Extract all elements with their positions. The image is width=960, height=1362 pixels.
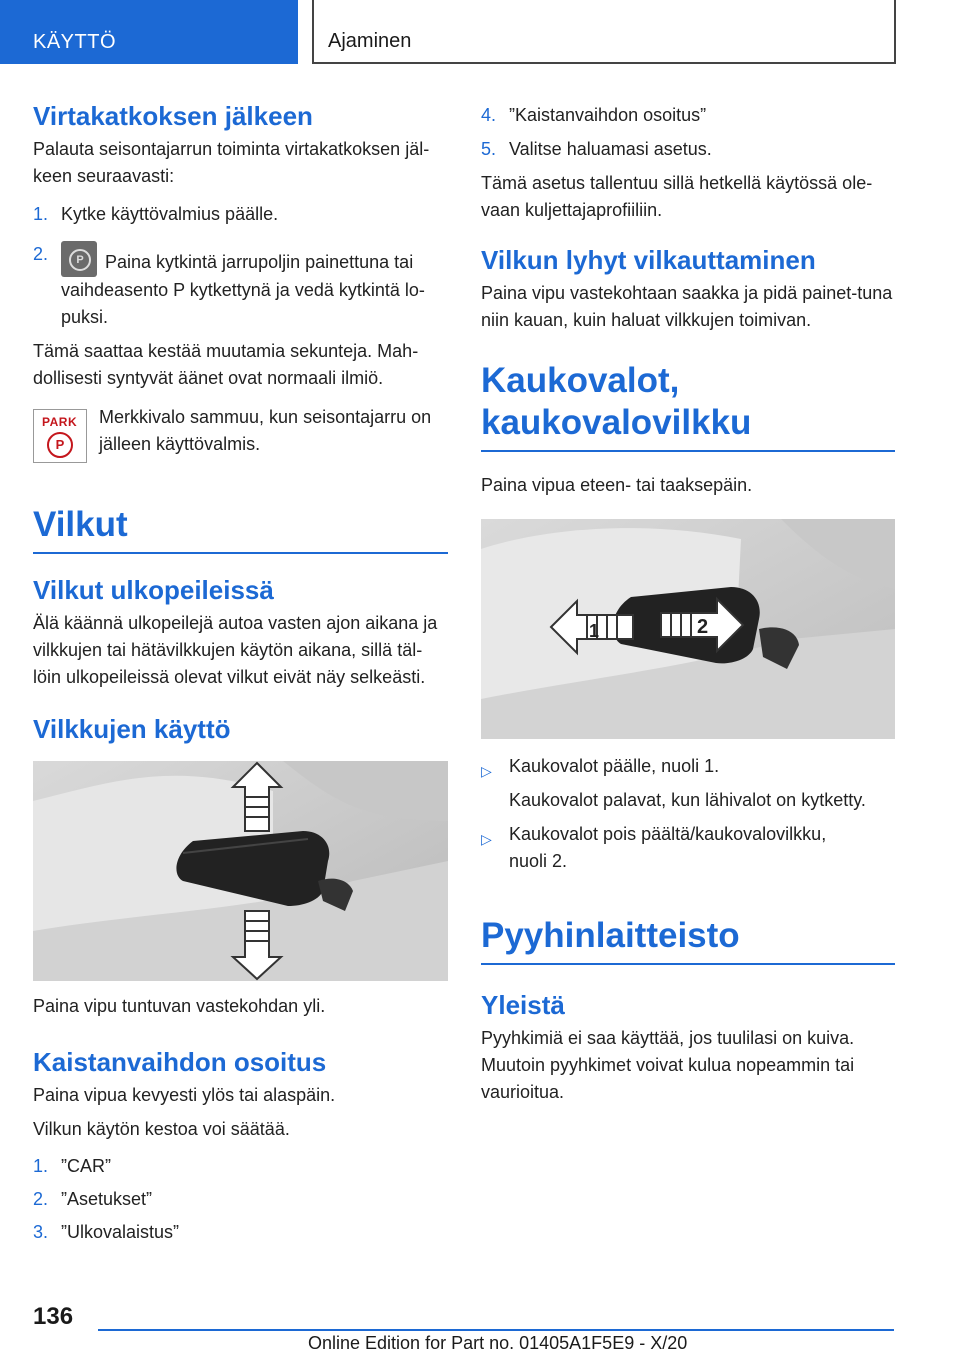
high-beam-lever-illustration (481, 519, 895, 739)
step-number: 1. (33, 1156, 49, 1176)
arrow-2-label: 2 (697, 616, 709, 638)
list-item (481, 102, 895, 129)
list-item (33, 1186, 448, 1213)
step-text: ”CAR” (61, 1156, 111, 1176)
heading-indicator-use: Vilkkujen käyttö (33, 714, 231, 744)
bullet-text: Kaukovalot pois päältä/kaukovalovilkku, nuoli 2. (509, 824, 827, 871)
steps-list (33, 201, 448, 331)
list-item (33, 1219, 448, 1246)
paragraph-lane-1: Paina vipua kevyesti ylös tai alaspäin. (33, 1085, 336, 1105)
bullet-text: Kaukovalot päälle, nuoli 1. (509, 756, 720, 776)
list-item (481, 136, 895, 163)
arrow-1-label: 1 (589, 621, 600, 641)
park-icon-letter: P (47, 432, 73, 458)
list-item (33, 201, 448, 228)
list-item (33, 1153, 448, 1180)
heading-vilkut: Vilkut (33, 504, 448, 554)
paragraph-mirrors: Älä käännä ulkopeilejä autoa vasten ajon aikana ja vilkkujen tai hätävilkkujen käytön aikana, sillä täl-löin ulkopeileissä olevat vilkut eivät näy selkeästi. (33, 613, 438, 687)
triangle-bullet-icon: ▷ (481, 831, 492, 847)
heading-power-outage: Virtakatkoksen jälkeen (33, 101, 313, 131)
step-text: ”Asetukset” (61, 1189, 153, 1209)
parking-brake-switch-icon: P (61, 241, 97, 277)
park-indicator-note (33, 404, 448, 466)
lane-steps-continued (481, 102, 895, 163)
step-number: 2. (33, 1189, 49, 1209)
paragraph-wait: Tämä saattaa kestää muutamia sekunteja. Mah-dollisesti syntyvät äänet ovat normaali ilmiö. (33, 341, 419, 388)
step-number: 2. (33, 244, 49, 264)
step-text: Valitse haluamasi asetus. (509, 139, 712, 159)
step-text: ”Ulkovalaistus” (61, 1222, 180, 1242)
footer-rule (98, 1329, 894, 1331)
chapter-title: Ajaminen (312, 0, 896, 64)
step-text: Kytke käyttövalmius päälle. (61, 204, 279, 224)
heading-high-beam: Kaukovalot, kaukovalovilkku (481, 360, 895, 452)
paragraph-high-beam: Paina vipua eteen- tai taaksepäin. (481, 475, 753, 495)
heading-flash: Vilkun lyhyt vilkauttaminen (481, 245, 816, 275)
left-column (33, 100, 448, 1246)
step-number: 3. (33, 1222, 49, 1242)
heading-mirrors: Vilkut ulkopeileissä (33, 575, 274, 605)
indicator-lever-illustration (33, 761, 448, 981)
paragraph-save: Tämä asetus tallentuu sillä hetkellä käytössä ole-vaan kuljettajaprofiiliin. (481, 173, 873, 220)
step-text: Paina kytkintä jarrupoljin painettuna tai vaihdeasento P kytkettynä ja vedä kytkintä lo-puksi. (61, 252, 425, 327)
page-number: 136 (33, 1303, 74, 1330)
bullet-subtext: Kaukovalot palavat, kun lähivalot on kytketty. (509, 790, 866, 810)
right-column (481, 100, 895, 1106)
paragraph-indicator-use: Paina vipu tuntuvan vastekohdan yli. (33, 996, 326, 1016)
edition-text: Online Edition for Part no. 01405A1F5E9 - X/20 (308, 1333, 688, 1353)
triangle-bullet-icon: ▷ (481, 763, 492, 779)
paragraph-flash: Paina vipu vastekohtaan saakka ja pidä painet-tuna niin kauan, kuin haluat vilkkujen toimivan. (481, 283, 893, 330)
heading-lane-change: Kaistanvaihdon osoitus (33, 1047, 327, 1077)
step-number: 1. (33, 204, 49, 224)
lane-steps-list (33, 1153, 448, 1246)
list-item (481, 821, 895, 875)
list-item (481, 753, 895, 814)
list-item (33, 241, 448, 331)
high-beam-bullets (481, 753, 895, 875)
heading-general: Yleistä (481, 990, 565, 1020)
step-text: ”Kaistanvaihdon osoitus” (509, 105, 707, 125)
paragraph-general: Pyyhkimiä ei saa käyttää, jos tuulilasi on kuiva. Muutoin pyyhkimet voivat kulua nopeammin tai vaurioitua. (481, 1028, 855, 1102)
paragraph-power-outage: Palauta seisontajarrun toiminta virtakatkoksen jäl-keen seuraavasti: (33, 139, 430, 186)
step-number: 5. (481, 139, 497, 159)
paragraph-lane-2: Vilkun käytön kestoa voi säätää. (33, 1119, 290, 1139)
step-number: 4. (481, 105, 497, 125)
park-warning-icon (33, 409, 87, 463)
park-icon-label: PARK (42, 415, 78, 429)
paragraph-park: Merkkivalo sammuu, kun seisontajarru on jälleen käyttövalmis. (99, 407, 432, 454)
section-tab: KÄYTTÖ (0, 0, 298, 64)
heading-wipers: Pyyhinlaitteisto (481, 915, 895, 965)
